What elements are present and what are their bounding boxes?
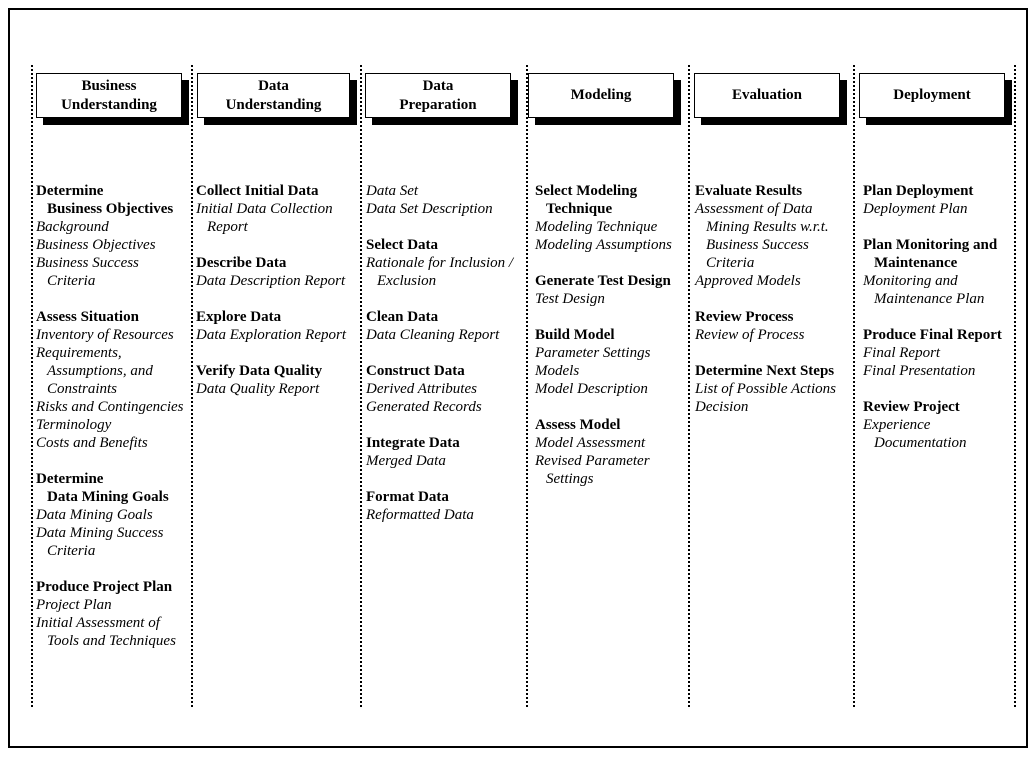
column-divider [191, 65, 193, 707]
task-output-line: Inventory of Resources [36, 327, 174, 343]
task-list [695, 182, 836, 434]
generic-task [36, 308, 183, 452]
task-output [36, 434, 183, 452]
task-title-line: Assess Situation [36, 309, 139, 325]
task-output [36, 218, 183, 236]
task-output-line: Parameter Settings [535, 345, 651, 361]
task-output-line: Derived Attributes [366, 381, 477, 397]
task-output-line: Terminology [36, 417, 112, 433]
task-title-line: Select Modeling [535, 183, 638, 199]
generic-task [535, 416, 672, 488]
task-title-line: Review Process [695, 309, 794, 325]
task-output-line: Review of Process [695, 327, 805, 343]
task-title [196, 254, 346, 272]
task-output-line: Data Cleaning Report [366, 327, 500, 343]
task-output [535, 434, 672, 452]
task-title [863, 182, 1002, 200]
task-output [863, 272, 1002, 308]
generic-task [366, 182, 513, 218]
generic-task [366, 362, 513, 416]
task-output [36, 596, 183, 614]
task-output [863, 344, 1002, 362]
generic-task [36, 182, 183, 290]
task-output-line: Reformatted Data [366, 507, 474, 523]
generic-task [695, 182, 836, 290]
task-output-line: Data Quality Report [196, 381, 320, 397]
task-title-line: Maintenance [874, 255, 958, 271]
task-title-line: Determine [36, 471, 104, 487]
task-output-line: Deployment Plan [863, 201, 968, 217]
generic-task [535, 182, 672, 254]
task-title [36, 470, 183, 506]
task-output-line: Business Success [36, 255, 139, 271]
task-title [535, 416, 672, 434]
task-output-line: Report [207, 219, 248, 235]
generic-task [863, 326, 1002, 380]
task-title-line: Select Data [366, 237, 439, 253]
column-divider [360, 65, 362, 707]
task-title-line: Technique [546, 201, 613, 217]
task-title-line: Build Model [535, 327, 615, 343]
task-output [36, 614, 183, 650]
task-title [366, 488, 513, 506]
task-title [366, 434, 513, 452]
generic-task [695, 362, 836, 416]
column-divider [1014, 65, 1016, 707]
task-output-line: Modeling Assumptions [535, 237, 672, 253]
task-title-line: Review Project [863, 399, 960, 415]
task-title [863, 398, 1002, 416]
task-output-line: Tools and Techniques [47, 633, 176, 649]
task-title-line: Describe Data [196, 255, 287, 271]
task-output [366, 326, 513, 344]
task-output-line: Criteria [47, 273, 96, 289]
task-title [535, 182, 672, 218]
task-output-line: Business Success [706, 237, 809, 253]
task-output-line: Criteria [706, 255, 755, 271]
task-title-line: Plan Deployment [863, 183, 974, 199]
generic-task [366, 308, 513, 344]
task-output-line: Final Presentation [863, 363, 976, 379]
task-output [695, 380, 836, 398]
task-output-line: Assessment of Data [695, 201, 813, 217]
generic-task [36, 578, 183, 650]
task-output-line: Merged Data [366, 453, 446, 469]
task-title-line: Clean Data [366, 309, 439, 325]
task-output [366, 380, 513, 398]
generic-task [695, 308, 836, 344]
task-output [863, 416, 1002, 452]
task-title [36, 182, 183, 218]
task-title-line: Data Mining Goals [47, 489, 169, 505]
generic-task [535, 326, 672, 398]
task-title-line: Determine Next Steps [695, 363, 835, 379]
task-output-line: Data Set Description [366, 201, 493, 217]
task-output-line: Exclusion [377, 273, 437, 289]
task-title [36, 578, 183, 596]
task-output-line: Constraints [47, 381, 118, 397]
task-title-line: Explore Data [196, 309, 282, 325]
task-output-line: Final Report [863, 345, 941, 361]
task-output [863, 200, 1002, 218]
task-output [196, 380, 346, 398]
task-output [36, 344, 183, 398]
task-list [535, 182, 672, 506]
task-output [36, 236, 183, 254]
generic-task [863, 236, 1002, 308]
generic-task [863, 398, 1002, 452]
task-output-line: Modeling Technique [535, 219, 658, 235]
task-title [196, 182, 346, 200]
task-output-line: Data Mining Goals [36, 507, 153, 523]
generic-task [366, 488, 513, 524]
phase-header-modeling: Modeling [528, 73, 674, 118]
task-output [535, 380, 672, 398]
task-title-line: Generate Test Design [535, 273, 671, 289]
task-output-line: Generated Records [366, 399, 482, 415]
task-title-line: Construct Data [366, 363, 465, 379]
task-list [863, 182, 1002, 470]
task-output [366, 182, 513, 200]
task-output-line: Experience [863, 417, 931, 433]
generic-task [863, 182, 1002, 218]
task-output [535, 344, 672, 362]
task-output [196, 326, 346, 344]
task-output [366, 398, 513, 416]
task-output-line: Decision [695, 399, 749, 415]
task-output-line: Requirements, [36, 345, 122, 361]
task-title [366, 308, 513, 326]
generic-task [196, 182, 346, 236]
phase-header-evaluation: Evaluation [694, 73, 840, 118]
task-title-line: Integrate Data [366, 435, 460, 451]
generic-task [535, 272, 672, 308]
task-output [366, 506, 513, 524]
task-title-line: Plan Monitoring and [863, 237, 998, 253]
task-title [366, 362, 513, 380]
task-output [36, 326, 183, 344]
task-title [695, 308, 836, 326]
task-output [196, 200, 346, 236]
task-output-line: Initial Assessment of [36, 615, 160, 631]
task-output-line: Business Objectives [36, 237, 156, 253]
task-title-line: Business Objectives [47, 201, 174, 217]
task-output-line: Revised Parameter [535, 453, 650, 469]
generic-task [196, 308, 346, 344]
task-output [535, 362, 672, 380]
task-output [196, 272, 346, 290]
task-output-line: Data Set [366, 183, 419, 199]
task-output-line: Initial Data Collection [196, 201, 333, 217]
task-title [36, 308, 183, 326]
task-title [695, 362, 836, 380]
task-title-line: Produce Final Report [863, 327, 1002, 343]
task-output-line: Costs and Benefits [36, 435, 148, 451]
task-output-line: Approved Models [695, 273, 801, 289]
task-title [535, 272, 672, 290]
task-output-line: Settings [546, 471, 594, 487]
task-title [196, 362, 346, 380]
task-output-line: Maintenance Plan [874, 291, 985, 307]
column-divider [688, 65, 690, 707]
task-title [366, 236, 513, 254]
phase-header-deployment: Deployment [859, 73, 1005, 118]
task-output-line: Assumptions, and [47, 363, 153, 379]
task-output-line: Risks and Contingencies [36, 399, 184, 415]
generic-task [196, 254, 346, 290]
task-list [196, 182, 346, 416]
task-title [863, 326, 1002, 344]
task-output [695, 326, 836, 344]
task-output-line: Data Mining Success [36, 525, 164, 541]
task-title-line: Verify Data Quality [196, 363, 323, 379]
task-output-line: Documentation [874, 435, 967, 451]
task-output [36, 254, 183, 290]
task-output [695, 398, 836, 416]
task-title-line: Evaluate Results [695, 183, 803, 199]
task-output-line: Model Assessment [535, 435, 646, 451]
generic-task [36, 470, 183, 560]
column-divider [526, 65, 528, 707]
task-output-line: Data Description Report [196, 273, 346, 289]
task-output [535, 236, 672, 254]
phase-header-data-understanding: Data Understanding [197, 73, 350, 118]
task-output-line: List of Possible Actions [695, 381, 836, 397]
task-title [535, 326, 672, 344]
task-list [36, 182, 183, 668]
task-title-line: Assess Model [535, 417, 621, 433]
task-output-line: Mining Results w.r.t. [706, 219, 829, 235]
phase-header-business-understanding: Business Understanding [36, 73, 182, 118]
task-output [695, 272, 836, 290]
task-output-line: Project Plan [36, 597, 112, 613]
task-list [366, 182, 513, 542]
task-title-line: Format Data [366, 489, 449, 505]
task-title [196, 308, 346, 326]
task-output [535, 452, 672, 488]
task-output [535, 290, 672, 308]
task-output-line: Models [535, 363, 580, 379]
task-output-line: Data Exploration Report [196, 327, 346, 343]
task-output [36, 416, 183, 434]
task-output [535, 218, 672, 236]
task-output-line: Background [36, 219, 109, 235]
task-title-line: Determine [36, 183, 104, 199]
task-output-line: Test Design [535, 291, 605, 307]
task-output [36, 506, 183, 524]
phase-header-data-preparation: Data Preparation [365, 73, 511, 118]
column-divider [853, 65, 855, 707]
task-output [36, 398, 183, 416]
task-output [366, 452, 513, 470]
task-output-line: Monitoring and [863, 273, 958, 289]
task-title [863, 236, 1002, 272]
column-divider [31, 65, 33, 707]
generic-task [366, 236, 513, 290]
generic-task [366, 434, 513, 470]
generic-task [196, 362, 346, 398]
task-output-line: Model Description [535, 381, 648, 397]
task-output-line: Criteria [47, 543, 96, 559]
task-title-line: Produce Project Plan [36, 579, 173, 595]
task-output [863, 362, 1002, 380]
task-output-line: Rationale for Inclusion / [366, 255, 514, 271]
task-output [36, 524, 183, 560]
task-title [695, 182, 836, 200]
task-title-line: Collect Initial Data [196, 183, 319, 199]
task-output [695, 200, 836, 272]
task-output [366, 254, 513, 290]
task-output [366, 200, 513, 218]
